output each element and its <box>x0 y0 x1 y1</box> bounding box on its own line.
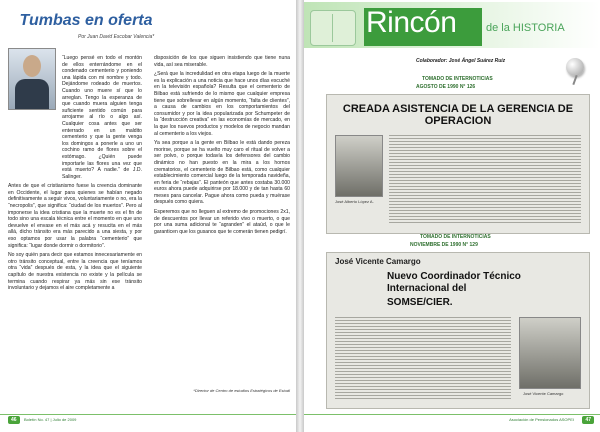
article-title: Tumbas en oferta <box>19 12 153 29</box>
article-author: Por Juan David Escobar Valencia* <box>78 34 155 40</box>
section-subtitle: de la HISTORIA <box>486 22 565 34</box>
paragraph: “Luego pensé en todo el montón de ellos enterrándome en el condenado cementerio y poniendo una lápida con mi nombre y todo. Dejándome rodeado de muertos. Cuando uno muere sí que lo arreglan. Tengo la esperanza de que cuando muera alguien tenga suficiente sentido común para arrojarme al río o algo así. Cualquier cosa antes que ser enterrado en un maldito cementerio y que la gente venga los domingos a ponerle a uno un cochino ramo de flores sobre el estómago. ¿Quién puede importarle las flores una vez que está muerto? A nadie.” de J.D. Salinger. <box>62 55 142 180</box>
clipping-photo <box>335 135 383 197</box>
page-number: 47 <box>582 416 594 424</box>
article-column-right <box>154 55 290 238</box>
clipping-photo <box>519 317 581 389</box>
news-clipping-1 <box>326 94 590 234</box>
page-gutter <box>296 0 304 432</box>
section-header <box>304 2 600 48</box>
clipping-body-text <box>335 315 511 401</box>
article-column-left <box>8 55 142 295</box>
right-page <box>304 0 600 432</box>
paragraph: ¿Será que la incredulidad en otra etapa luego de la muerte es la explicación a una noticia que hace unos días escuché en la televisión española? Resulta que el cementerio de Bilbao está sufriendo de lo mismo que cualquier empresa tiene que sobrellevar en algún momento, “falta de clientes”, a causa de cambios en los comportamientos del consumidor y por la idea popularizada por Schumpeter de la “destrucción creativa” en las economías de mercado, en la que los nuevos productos y modelos de negocio mandan al cementerio a los viejos. <box>154 71 290 137</box>
paragraph: Esperemos que no lleguen al extremo de promociones 2x1, de descuentos por llevar un referido vivo o muerto, o que por una suma adicional te “agranden” el ataúd, o que le garanticen que los gusanos que te comerán tienen pedigrí. <box>154 209 290 235</box>
footer-text: Boletín No. 47 | Julio de 2009 <box>24 417 77 422</box>
pushpin-icon <box>566 58 584 76</box>
clipping-person-name: José Vicente Camargo <box>335 257 421 266</box>
paragraph: Ya sea porque a la gente en Bilbao le está dando pereza morirse, porque se ha vuelto muy caro el ritual de volver a ser polvo, o porque todavía los defensores del cambio dinámico no han puesto en la mira a los hornos crematorios, el cementerio de Bilbao está, como cualquier establecimiento comercial luego de la temporada navideña, en feria de “rebajas”. El panteón que antes costaba 30.000 euros ahora puede adquirirse por 18.000 y de tan hasta 60 meses para cancelar. Pague ahora como pueda y muérase después como quiera. <box>154 140 290 206</box>
clipping-headline: CREADA ASISTENCIA DE LA GERENCIA DE OPERACION <box>342 103 574 127</box>
clipping-photo-caption: José Vicente Camargo <box>523 391 564 396</box>
clipping-body-text <box>389 133 581 225</box>
left-page <box>0 0 296 432</box>
footer-text: Asociación de Pensionados ASOPEI <box>509 417 574 422</box>
paragraph: Antes de que el cristianismo fuese la creencia dominante en Occidente, el lugar para quienes se habían negado definitivamente a seguir vivos, voluntariamente o no, era la “necropolis”, que significa: “ciudad de los muertos”. Pero al imponerse la idea cristiana que la muerte no es el fin de todo sino una escala técnica entre el momento en que uno devuelve el envase en el más acá y resucita en el más allá, dicho tránsito era más parecido a una siesta, y por eso optamos por usar la palabra “cementerio” que significa: “lugar donde dormir o dormitorio”. <box>8 183 142 249</box>
clipping-date-1: AGOSTO DE 1990 N° 126 <box>416 84 476 90</box>
book-icon <box>310 10 356 46</box>
clipping-headline: Nuevo Coordinador Técnico Internacional del <box>387 271 521 294</box>
collaborator-credit: Colaborador: José Ángel Suárez Ruíz <box>416 58 506 64</box>
clipping-source-1: TOMADO DE INTERNOTICIAS <box>422 76 493 82</box>
clipping-organization: SOMSE/CIER. <box>387 297 453 308</box>
right-footer <box>304 414 600 425</box>
section-title: Rincón <box>366 6 457 39</box>
clipping-photo-caption: José Alberto López A. <box>335 199 374 204</box>
paragraph: No soy quién para decir que estamos innecesariamente en otro tránsito conceptual, entre la creencia que teníamos otra “vida” después de esta, y la idea que el siguiente capítulo de nuestra existencia no existe y la película se termina cuando respirar ya más sin ese tránsito involuntario y dejamos el aire completamente a <box>8 252 142 292</box>
clipping-source-2: TOMADO DE INTERNOTICIAS <box>420 234 491 240</box>
footnote: *Director de Centro de estudios Estratégicos de Estudi <box>193 388 290 393</box>
news-clipping-2 <box>326 252 590 409</box>
paragraph: disposición de los que siguen insistiendo que tiene nuna vida, así sea miserable. <box>154 55 290 68</box>
clipping-date-2: NOVIEMBRE DE 1990 N° 129 <box>410 242 478 248</box>
left-footer <box>0 414 296 425</box>
page-number: 46 <box>8 416 20 424</box>
